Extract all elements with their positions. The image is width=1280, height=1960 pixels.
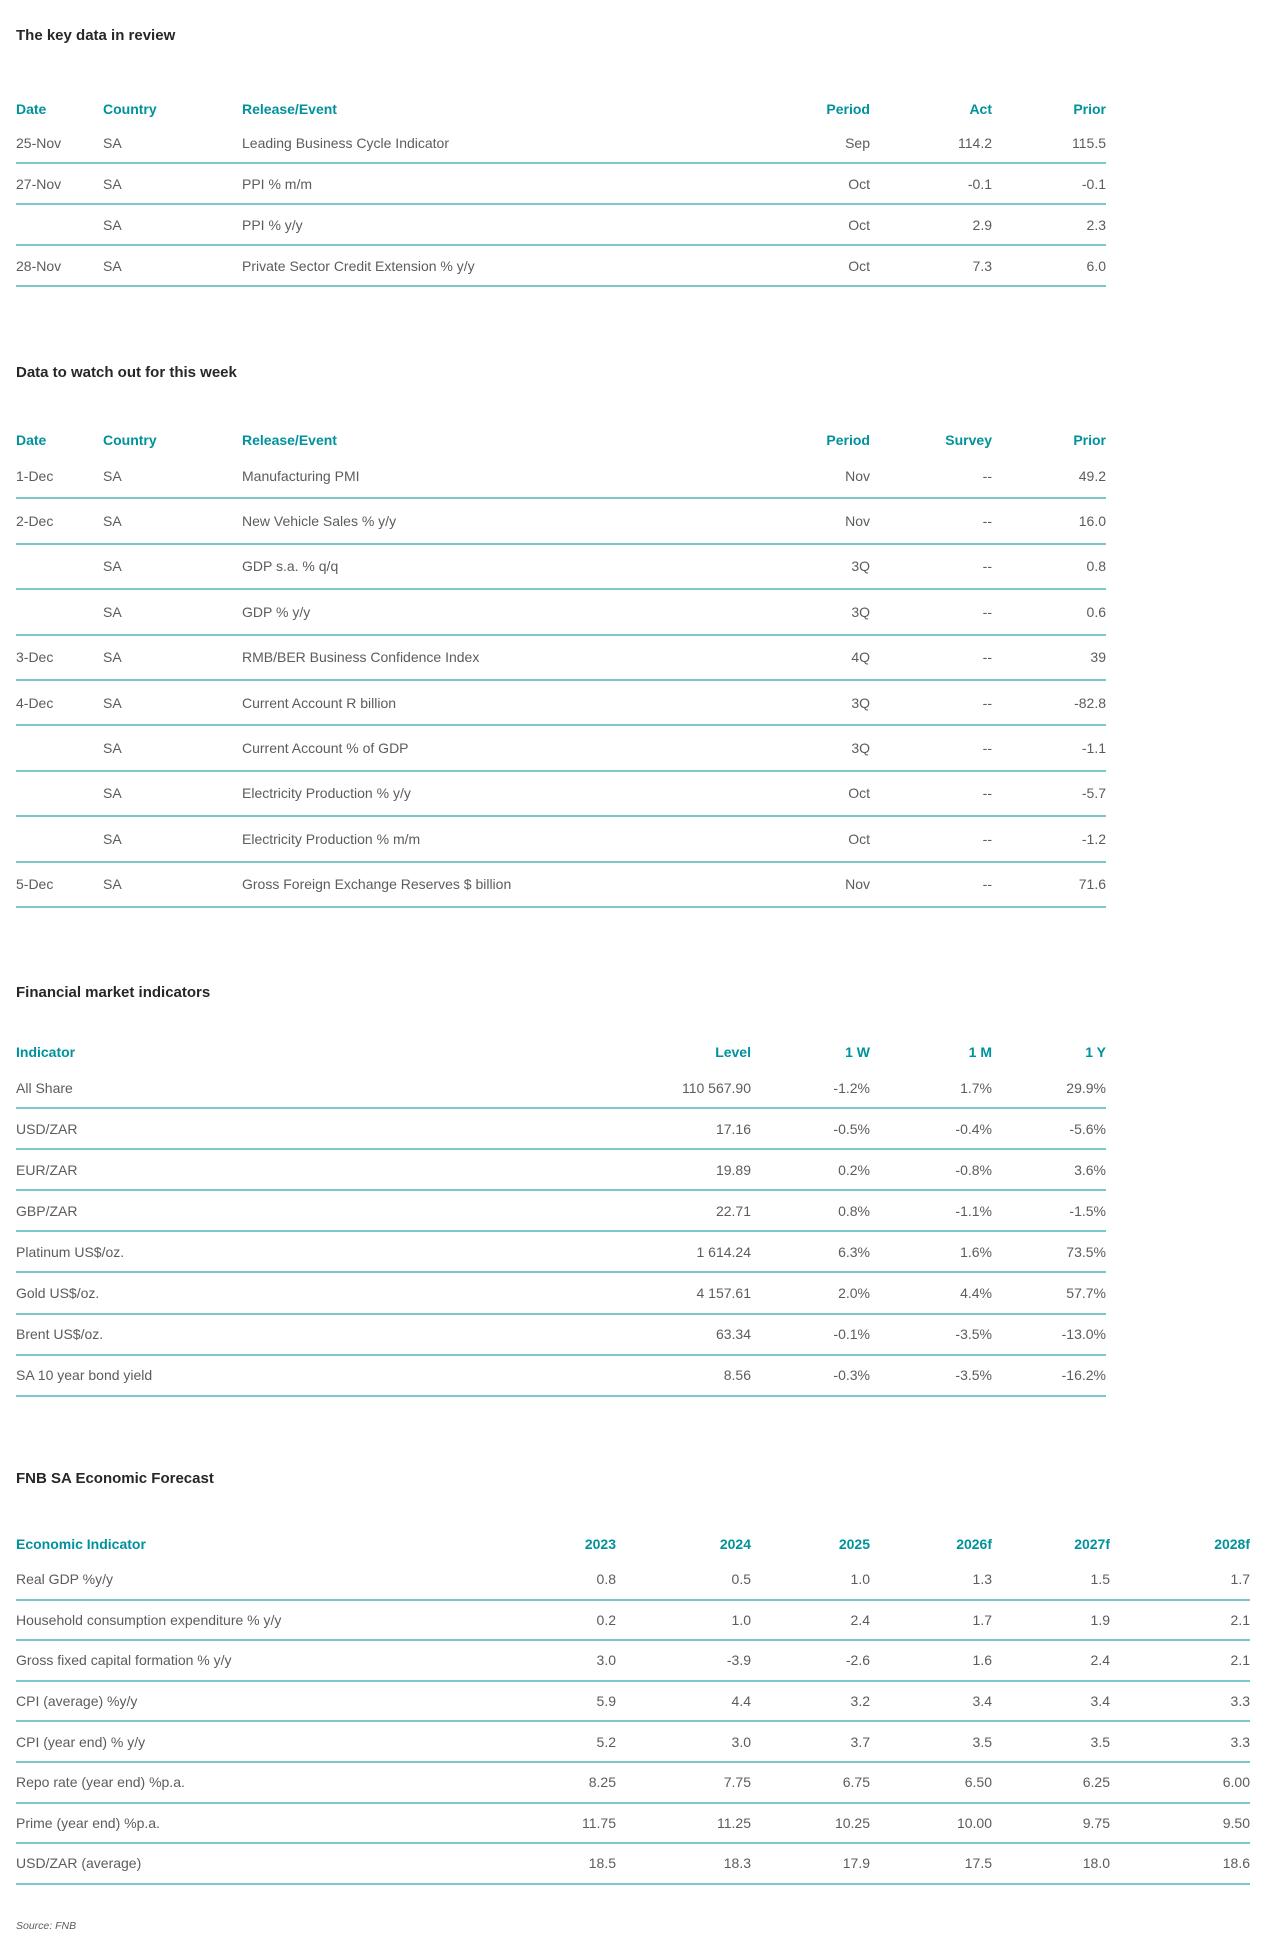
table-cell-y2023: 0.2 bbox=[596, 1611, 616, 1628]
table-cell-m1: 4.4% bbox=[960, 1285, 992, 1302]
column-header: 2023 bbox=[584, 1536, 616, 1552]
table-cell-m1: 1.7% bbox=[960, 1079, 992, 1096]
table-cell-y2026: 1.7 bbox=[972, 1611, 992, 1628]
table-cell-date: 3-Dec bbox=[16, 649, 54, 666]
table-row bbox=[16, 1109, 1106, 1150]
table-cell-w1: 6.3% bbox=[838, 1243, 870, 1260]
table-cell-y1: 57.7% bbox=[1066, 1285, 1106, 1302]
table-row bbox=[16, 681, 1106, 726]
table-cell-y2028: 2.1 bbox=[1230, 1611, 1250, 1628]
table-cell-survey: -- bbox=[982, 694, 992, 711]
table-cell-label: CPI (average) %y/y bbox=[16, 1693, 138, 1710]
table-cell-prior: 2.3 bbox=[1086, 216, 1106, 233]
table-cell-y2026: 3.5 bbox=[972, 1733, 992, 1750]
table-cell-event: Gross Foreign Exchange Reserves $ billion bbox=[242, 876, 512, 893]
table-row bbox=[16, 726, 1106, 771]
table-row bbox=[16, 1232, 1106, 1273]
table-cell-w1: 2.0% bbox=[838, 1285, 870, 1302]
column-header: Survey bbox=[945, 432, 992, 448]
table-row bbox=[16, 636, 1106, 681]
table-row bbox=[16, 205, 1106, 246]
table-cell-period: 4Q bbox=[851, 649, 870, 666]
column-header: 1 M bbox=[968, 1044, 992, 1060]
column-header: Date bbox=[16, 432, 47, 448]
table-cell-event: New Vehicle Sales % y/y bbox=[242, 513, 397, 530]
table-cell-y2028: 3.3 bbox=[1230, 1733, 1250, 1750]
table-cell-m1: -0.8% bbox=[955, 1161, 992, 1178]
table-cell-y2026: 1.3 bbox=[972, 1571, 992, 1588]
table-cell-country: SA bbox=[103, 876, 122, 893]
table-row bbox=[16, 1682, 1250, 1723]
table-row bbox=[16, 1273, 1106, 1314]
table-cell-event: GDP % y/y bbox=[242, 603, 311, 620]
table-cell-level: 22.71 bbox=[715, 1202, 751, 1219]
table-cell-y2028: 9.50 bbox=[1222, 1814, 1250, 1831]
table-cell-country: SA bbox=[103, 603, 122, 620]
table-cell-label: USD/ZAR (average) bbox=[16, 1855, 142, 1872]
table-cell-date: 4-Dec bbox=[16, 694, 54, 711]
table-cell-m1: -1.1% bbox=[955, 1202, 992, 1219]
table-row bbox=[16, 246, 1106, 287]
table-cell-level: 19.89 bbox=[715, 1161, 751, 1178]
table-cell-event: PPI % m/m bbox=[242, 175, 313, 192]
table-cell-period: Oct bbox=[848, 216, 870, 233]
table-cell-y2026: 10.00 bbox=[956, 1814, 992, 1831]
table-row bbox=[16, 590, 1106, 635]
table-cell-survey: -- bbox=[982, 649, 992, 666]
table-cell-country: SA bbox=[103, 175, 122, 192]
table-header-row bbox=[16, 1528, 1250, 1560]
table-cell-y2026: 17.5 bbox=[964, 1855, 992, 1872]
column-header: Release/Event bbox=[242, 101, 337, 117]
table-cell-y2028: 3.3 bbox=[1230, 1693, 1250, 1710]
key-data-review-table bbox=[16, 95, 1106, 287]
economic-forecast-title: FNB SA Economic Forecast bbox=[16, 1470, 214, 1487]
table-cell-level: 8.56 bbox=[723, 1367, 751, 1384]
table-cell-m1: -3.5% bbox=[955, 1326, 992, 1343]
table-row bbox=[16, 1191, 1106, 1232]
table-cell-event: Current Account R billion bbox=[242, 694, 397, 711]
table-cell-country: SA bbox=[103, 785, 122, 802]
table-row bbox=[16, 545, 1106, 590]
table-cell-period: Nov bbox=[845, 876, 870, 893]
table-row bbox=[16, 1560, 1250, 1601]
table-cell-y1: 73.5% bbox=[1066, 1243, 1106, 1260]
table-cell-y2028: 6.00 bbox=[1222, 1774, 1250, 1791]
table-cell-m1: -0.4% bbox=[955, 1120, 992, 1137]
table-cell-y1: -5.6% bbox=[1069, 1120, 1106, 1137]
table-cell-period: 3Q bbox=[851, 740, 870, 757]
table-cell-y2024: 0.5 bbox=[731, 1571, 751, 1588]
table-cell-period: Nov bbox=[845, 467, 870, 484]
table-cell-event: PPI % y/y bbox=[242, 216, 303, 233]
table-cell-y2025: 1.0 bbox=[850, 1571, 870, 1588]
table-cell-survey: -- bbox=[982, 467, 992, 484]
table-cell-label: Prime (year end) %p.a. bbox=[16, 1814, 160, 1831]
table-row bbox=[16, 123, 1106, 164]
table-cell-survey: -- bbox=[982, 513, 992, 530]
table-cell-label: Gross fixed capital formation % y/y bbox=[16, 1652, 232, 1669]
table-cell-event: Private Sector Credit Extension % y/y bbox=[242, 257, 475, 274]
table-cell-y2027: 3.4 bbox=[1090, 1693, 1110, 1710]
column-header: 2025 bbox=[838, 1536, 870, 1552]
table-cell-y2023: 11.75 bbox=[582, 1814, 616, 1831]
table-cell-y2025: 6.75 bbox=[842, 1774, 870, 1791]
table-cell-level: 63.34 bbox=[715, 1326, 751, 1343]
table-cell-y1: -16.2% bbox=[1061, 1367, 1106, 1384]
table-cell-w1: -1.2% bbox=[833, 1079, 870, 1096]
table-row bbox=[16, 1356, 1106, 1397]
table-cell-y2028: 18.6 bbox=[1222, 1855, 1250, 1872]
table-cell-y2027: 3.5 bbox=[1090, 1733, 1110, 1750]
table-row bbox=[16, 1722, 1250, 1763]
column-header: 2024 bbox=[719, 1536, 751, 1552]
table-cell-y2025: 17.9 bbox=[842, 1855, 870, 1872]
table-cell-prior: 0.8 bbox=[1086, 558, 1106, 575]
table-row bbox=[16, 1601, 1250, 1642]
column-header: Country bbox=[103, 101, 157, 117]
table-cell-y2024: 7.75 bbox=[723, 1774, 751, 1791]
table-cell-w1: -0.1% bbox=[833, 1326, 870, 1343]
table-cell-y1: -13.0% bbox=[1061, 1326, 1106, 1343]
table-cell-date: 5-Dec bbox=[16, 876, 54, 893]
table-cell-event: Leading Business Cycle Indicator bbox=[242, 134, 450, 151]
table-cell-date: 1-Dec bbox=[16, 467, 54, 484]
table-cell-period: Oct bbox=[848, 785, 870, 802]
table-cell-event: Current Account % of GDP bbox=[242, 740, 409, 757]
table-row bbox=[16, 1804, 1250, 1845]
table-cell-w1: -0.3% bbox=[833, 1367, 870, 1384]
table-row bbox=[16, 1844, 1250, 1885]
table-cell-y2026: 6.50 bbox=[964, 1774, 992, 1791]
column-header: 1 W bbox=[845, 1044, 870, 1060]
table-cell-country: SA bbox=[103, 558, 122, 575]
table-row bbox=[16, 863, 1106, 908]
table-cell-period: 3Q bbox=[851, 558, 870, 575]
table-cell-survey: -- bbox=[982, 876, 992, 893]
table-cell-period: 3Q bbox=[851, 694, 870, 711]
table-cell-w1: -0.5% bbox=[833, 1120, 870, 1137]
table-header-row bbox=[16, 1036, 1106, 1068]
table-cell-country: SA bbox=[103, 467, 122, 484]
table-cell-level: 17.16 bbox=[715, 1120, 751, 1137]
financial-market-indicators-title: Financial market indicators bbox=[16, 984, 211, 1001]
column-header: Release/Event bbox=[242, 432, 337, 448]
data-to-watch-table bbox=[16, 426, 1106, 908]
table-cell-indicator: SA 10 year bond yield bbox=[16, 1367, 153, 1384]
table-cell-label: CPI (year end) % y/y bbox=[16, 1733, 146, 1750]
table-cell-y2023: 8.25 bbox=[588, 1774, 616, 1791]
source-note: Source: FNB bbox=[16, 1920, 77, 1932]
table-row bbox=[16, 499, 1106, 544]
column-header: Date bbox=[16, 101, 47, 117]
table-row bbox=[16, 772, 1106, 817]
table-cell-label: Real GDP %y/y bbox=[16, 1571, 113, 1588]
table-cell-country: SA bbox=[103, 216, 122, 233]
table-cell-y2023: 18.5 bbox=[588, 1855, 616, 1872]
table-cell-y2025: 2.4 bbox=[850, 1611, 870, 1628]
table-cell-act: 114.2 bbox=[958, 134, 992, 151]
table-cell-prior: 39 bbox=[1090, 649, 1106, 666]
column-header: 2027f bbox=[1074, 1536, 1110, 1552]
table-row bbox=[16, 1068, 1106, 1109]
table-cell-y2026: 3.4 bbox=[972, 1693, 992, 1710]
table-cell-y2028: 2.1 bbox=[1230, 1652, 1250, 1669]
table-cell-label: Household consumption expenditure % y/y bbox=[16, 1611, 282, 1628]
table-cell-prior: 16.0 bbox=[1078, 513, 1106, 530]
table-cell-y2025: 3.2 bbox=[850, 1693, 870, 1710]
table-cell-period: 3Q bbox=[851, 603, 870, 620]
table-cell-m1: 1.6% bbox=[960, 1243, 992, 1260]
column-header: 2028f bbox=[1214, 1536, 1250, 1552]
table-cell-prior: -0.1 bbox=[1081, 175, 1106, 192]
table-cell-prior: -1.1 bbox=[1081, 740, 1106, 757]
table-cell-country: SA bbox=[103, 134, 122, 151]
table-cell-country: SA bbox=[103, 740, 122, 757]
table-cell-y2023: 5.9 bbox=[596, 1693, 616, 1710]
table-cell-w1: 0.8% bbox=[838, 1202, 870, 1219]
table-header-row bbox=[16, 95, 1106, 123]
financial-market-indicators-table bbox=[16, 1036, 1106, 1397]
table-row bbox=[16, 1641, 1250, 1682]
table-row bbox=[16, 1150, 1106, 1191]
table-cell-event: Electricity Production % y/y bbox=[242, 785, 411, 802]
table-cell-y2024: 4.4 bbox=[731, 1693, 751, 1710]
table-header-row bbox=[16, 426, 1106, 454]
table-cell-y2027: 6.25 bbox=[1082, 1774, 1110, 1791]
table-cell-y2024: 3.0 bbox=[731, 1733, 751, 1750]
table-cell-level: 1 614.24 bbox=[696, 1243, 751, 1260]
column-header: Act bbox=[969, 101, 992, 117]
table-cell-y2023: 0.8 bbox=[596, 1571, 616, 1588]
table-row bbox=[16, 164, 1106, 205]
table-cell-period: Oct bbox=[848, 257, 870, 274]
table-cell-indicator: USD/ZAR bbox=[16, 1120, 78, 1137]
table-cell-act: -0.1 bbox=[967, 175, 992, 192]
table-cell-survey: -- bbox=[982, 603, 992, 620]
column-header: Economic Indicator bbox=[16, 1536, 146, 1552]
table-cell-prior: -82.8 bbox=[1074, 694, 1106, 711]
table-cell-indicator: Gold US$/oz. bbox=[16, 1285, 100, 1302]
table-cell-indicator: Platinum US$/oz. bbox=[16, 1243, 125, 1260]
table-cell-level: 4 157.61 bbox=[696, 1285, 751, 1302]
table-cell-prior: -1.2 bbox=[1081, 830, 1106, 847]
table-cell-prior: 6.0 bbox=[1086, 257, 1106, 274]
table-cell-survey: -- bbox=[982, 740, 992, 757]
table-cell-country: SA bbox=[103, 257, 122, 274]
table-row bbox=[16, 454, 1106, 499]
table-cell-indicator: EUR/ZAR bbox=[16, 1161, 78, 1178]
table-cell-act: 2.9 bbox=[972, 216, 992, 233]
table-cell-y2025: -2.6 bbox=[845, 1652, 870, 1669]
data-to-watch-title: Data to watch out for this week bbox=[16, 364, 237, 381]
table-cell-event: GDP s.a. % q/q bbox=[242, 558, 339, 575]
table-cell-period: Nov bbox=[845, 513, 870, 530]
table-cell-indicator: Brent US$/oz. bbox=[16, 1326, 104, 1343]
table-cell-period: Sep bbox=[845, 134, 870, 151]
table-cell-label: Repo rate (year end) %p.a. bbox=[16, 1774, 185, 1791]
table-cell-period: Oct bbox=[848, 175, 870, 192]
table-cell-event: Manufacturing PMI bbox=[242, 467, 360, 484]
table-cell-indicator: All Share bbox=[16, 1079, 73, 1096]
table-cell-y2023: 5.2 bbox=[596, 1733, 616, 1750]
table-cell-y2027: 1.9 bbox=[1090, 1611, 1110, 1628]
column-header: Country bbox=[103, 432, 157, 448]
table-row bbox=[16, 1315, 1106, 1356]
table-cell-country: SA bbox=[103, 694, 122, 711]
column-header: Prior bbox=[1073, 101, 1106, 117]
table-cell-y2025: 3.7 bbox=[850, 1733, 870, 1750]
table-cell-y1: 3.6% bbox=[1074, 1161, 1106, 1178]
table-cell-m1: -3.5% bbox=[955, 1367, 992, 1384]
table-cell-y2024: -3.9 bbox=[726, 1652, 751, 1669]
table-cell-date: 25-Nov bbox=[16, 134, 62, 151]
table-cell-event: Electricity Production % m/m bbox=[242, 830, 421, 847]
key-data-review-title: The key data in review bbox=[16, 27, 176, 44]
table-cell-w1: 0.2% bbox=[838, 1161, 870, 1178]
column-header: Prior bbox=[1073, 432, 1106, 448]
column-header: 2026f bbox=[956, 1536, 992, 1552]
table-cell-survey: -- bbox=[982, 830, 992, 847]
column-header: Period bbox=[826, 432, 870, 448]
table-cell-y2028: 1.7 bbox=[1230, 1571, 1250, 1588]
column-header: 1 Y bbox=[1085, 1044, 1106, 1060]
table-cell-y2023: 3.0 bbox=[596, 1652, 616, 1669]
table-cell-period: Oct bbox=[848, 830, 870, 847]
table-cell-survey: -- bbox=[982, 558, 992, 575]
table-cell-y2027: 2.4 bbox=[1090, 1652, 1110, 1669]
table-cell-date: 2-Dec bbox=[16, 513, 54, 530]
table-row bbox=[16, 817, 1106, 862]
table-cell-y2024: 11.25 bbox=[717, 1814, 751, 1831]
table-cell-y2026: 1.6 bbox=[972, 1652, 992, 1669]
column-header: Indicator bbox=[16, 1044, 76, 1060]
table-cell-country: SA bbox=[103, 830, 122, 847]
table-cell-date: 27-Nov bbox=[16, 175, 62, 192]
table-row bbox=[16, 1763, 1250, 1804]
table-cell-y2027: 9.75 bbox=[1082, 1814, 1110, 1831]
table-cell-event: RMB/BER Business Confidence Index bbox=[242, 649, 480, 666]
table-cell-y2027: 18.0 bbox=[1082, 1855, 1110, 1872]
table-cell-country: SA bbox=[103, 513, 122, 530]
table-cell-prior: 0.6 bbox=[1086, 603, 1106, 620]
table-cell-prior: 71.6 bbox=[1078, 876, 1106, 893]
table-cell-y2027: 1.5 bbox=[1090, 1571, 1110, 1588]
table-cell-y2024: 18.3 bbox=[723, 1855, 751, 1872]
table-cell-prior: -5.7 bbox=[1081, 785, 1106, 802]
table-cell-y1: 29.9% bbox=[1066, 1079, 1106, 1096]
table-cell-act: 7.3 bbox=[972, 257, 992, 274]
table-cell-survey: -- bbox=[982, 785, 992, 802]
table-cell-level: 110 567.90 bbox=[681, 1079, 751, 1096]
column-header: Level bbox=[715, 1044, 751, 1060]
table-cell-prior: 49.2 bbox=[1078, 467, 1106, 484]
table-cell-country: SA bbox=[103, 649, 122, 666]
economic-forecast-table bbox=[16, 1528, 1250, 1885]
table-cell-y1: -1.5% bbox=[1069, 1202, 1106, 1219]
table-cell-date: 28-Nov bbox=[16, 257, 62, 274]
table-cell-y2024: 1.0 bbox=[731, 1611, 751, 1628]
table-cell-indicator: GBP/ZAR bbox=[16, 1202, 78, 1219]
table-cell-y2025: 10.25 bbox=[834, 1814, 870, 1831]
table-cell-prior: 115.5 bbox=[1072, 134, 1106, 151]
column-header: Period bbox=[826, 101, 870, 117]
